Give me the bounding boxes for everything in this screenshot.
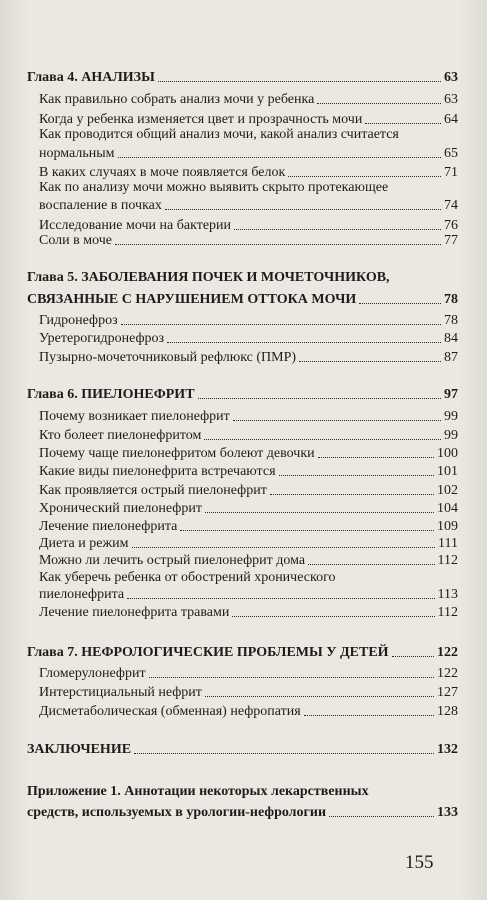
toc-item <box>39 536 458 552</box>
item-title: Исследование мочи на бактерии <box>39 218 232 233</box>
item-page: 101 <box>437 464 458 479</box>
item-page: 100 <box>437 446 458 461</box>
toc-item <box>39 313 458 329</box>
chapter-title: средств, используемых в урологии-нефрологии <box>27 805 327 820</box>
toc-chapter-4 <box>27 70 458 86</box>
item-title: Можно ли лечить острый пиелонефрит дома <box>39 553 306 568</box>
item-title: Хронический пиелонефрит <box>39 501 202 516</box>
chapter-title: СВЯЗАННЫЕ С НАРУШЕНИЕМ ОТТОКА МОЧИ <box>27 292 357 307</box>
item-page: 63 <box>444 92 458 107</box>
toc-item <box>39 483 458 499</box>
item-page: 65 <box>444 146 458 161</box>
chapter-page: 78 <box>444 292 458 307</box>
item-title: пиелонефрита <box>39 587 125 602</box>
item-page: 122 <box>437 666 458 681</box>
item-title-line1: Как по анализу мочи можно выявить скрыто протекающее <box>39 180 389 195</box>
toc-item <box>39 409 458 425</box>
chapter-title: Глава 7. НЕФРОЛОГИЧЕСКИЕ ПРОБЛЕМЫ У ДЕТЕЙ <box>27 645 389 660</box>
item-title: Гидронефроз <box>39 313 118 328</box>
toc-item <box>39 666 458 682</box>
item-page: 102 <box>437 483 458 498</box>
item-page: 64 <box>444 112 458 127</box>
item-title: Как правильно собрать анализ мочи у ребенка <box>39 92 315 107</box>
toc-item <box>39 218 458 234</box>
toc-item <box>39 331 458 347</box>
item-title: Когда у ребенка изменяется цвет и прозрачность мочи <box>39 112 363 127</box>
item-title: Интерстициальный нефрит <box>39 685 202 700</box>
item-page: 112 <box>437 605 458 620</box>
item-title-line1: Как проводится общий анализ мочи, какой анализ считается <box>39 127 399 142</box>
item-title: Лечение пиелонефрита <box>39 519 178 534</box>
chapter-title-line1: Глава 5. ЗАБОЛЕВАНИЯ ПОЧЕК И МОЧЕТОЧНИКОВ, <box>27 270 390 285</box>
chapter-page: 132 <box>437 742 458 757</box>
toc-item <box>39 350 458 366</box>
toc-conclusion <box>27 742 458 758</box>
item-page: 109 <box>437 519 458 534</box>
toc-item <box>39 446 458 462</box>
toc-item <box>39 464 458 480</box>
item-page: 99 <box>444 428 458 443</box>
toc-item <box>39 519 458 535</box>
item-page: 99 <box>444 409 458 424</box>
item-title: Лечение пиелонефрита травами <box>39 605 230 620</box>
page-number: 155 <box>405 852 434 873</box>
item-title: Какие виды пиелонефрита встречаются <box>39 464 276 479</box>
item-title: Почему чаще пиелонефритом болеют девочки <box>39 446 315 461</box>
item-title: Кто болеет пиелонефритом <box>39 428 202 443</box>
toc-item <box>39 501 458 517</box>
item-title: Уретерогидронефроз <box>39 331 165 346</box>
toc-chapter-5 <box>27 292 458 308</box>
toc-item <box>39 233 458 249</box>
toc-item <box>39 704 458 720</box>
toc-chapter-6 <box>27 387 458 403</box>
toc-chapter-7 <box>27 645 458 661</box>
chapter-title: Глава 4. АНАЛИЗЫ <box>27 70 155 85</box>
chapter-page: 133 <box>437 805 458 820</box>
item-title: Как проявляется острый пиелонефрит <box>39 483 267 498</box>
item-page: 84 <box>444 331 458 346</box>
toc-item <box>39 428 458 444</box>
item-title: В каких случаях в моче появляется белок <box>39 165 286 180</box>
toc-item <box>39 605 458 621</box>
chapter-title: ЗАКЛЮЧЕНИЕ <box>27 742 132 757</box>
item-title: Пузырно-мочеточниковый рефлюкс (ПМР) <box>39 350 297 365</box>
item-title: Диета и режим <box>39 536 129 551</box>
item-page: 87 <box>444 350 458 365</box>
chapter-title: Глава 6. ПИЕЛОНЕФРИТ <box>27 387 195 402</box>
item-title: нормальным <box>39 146 115 161</box>
toc-item <box>39 685 458 701</box>
item-title: воспаление в почках <box>39 198 162 213</box>
item-page: 104 <box>437 501 458 516</box>
item-page: 127 <box>437 685 458 700</box>
item-page: 112 <box>437 553 458 568</box>
chapter-page: 122 <box>437 645 458 660</box>
item-title: Гломерулонефрит <box>39 666 146 681</box>
toc-appendix-1 <box>27 805 458 821</box>
item-page: 113 <box>437 587 458 602</box>
toc-item <box>39 165 458 181</box>
toc-item <box>39 553 458 569</box>
item-title: Дисметаболическая (обменная) нефропатия <box>39 704 301 719</box>
chapter-page: 63 <box>444 70 458 85</box>
toc-item <box>39 112 458 128</box>
toc-item <box>39 587 458 603</box>
item-page: 77 <box>444 233 458 248</box>
item-page: 128 <box>437 704 458 719</box>
item-title: Почему возникает пиелонефрит <box>39 409 230 424</box>
appendix-title-line1: Приложение 1. Аннотации некоторых лекарственных <box>27 784 369 799</box>
item-title-line1: Как уберечь ребенка от обострений хронического <box>39 570 336 585</box>
item-page: 76 <box>444 218 458 233</box>
item-page: 111 <box>438 536 458 551</box>
toc-item <box>39 146 458 162</box>
item-page: 74 <box>444 198 458 213</box>
chapter-page: 97 <box>444 387 458 402</box>
toc-item <box>39 92 458 108</box>
item-page: 78 <box>444 313 458 328</box>
item-page: 71 <box>444 165 458 180</box>
toc-item <box>39 198 458 214</box>
item-title: Соли в моче <box>39 233 112 248</box>
